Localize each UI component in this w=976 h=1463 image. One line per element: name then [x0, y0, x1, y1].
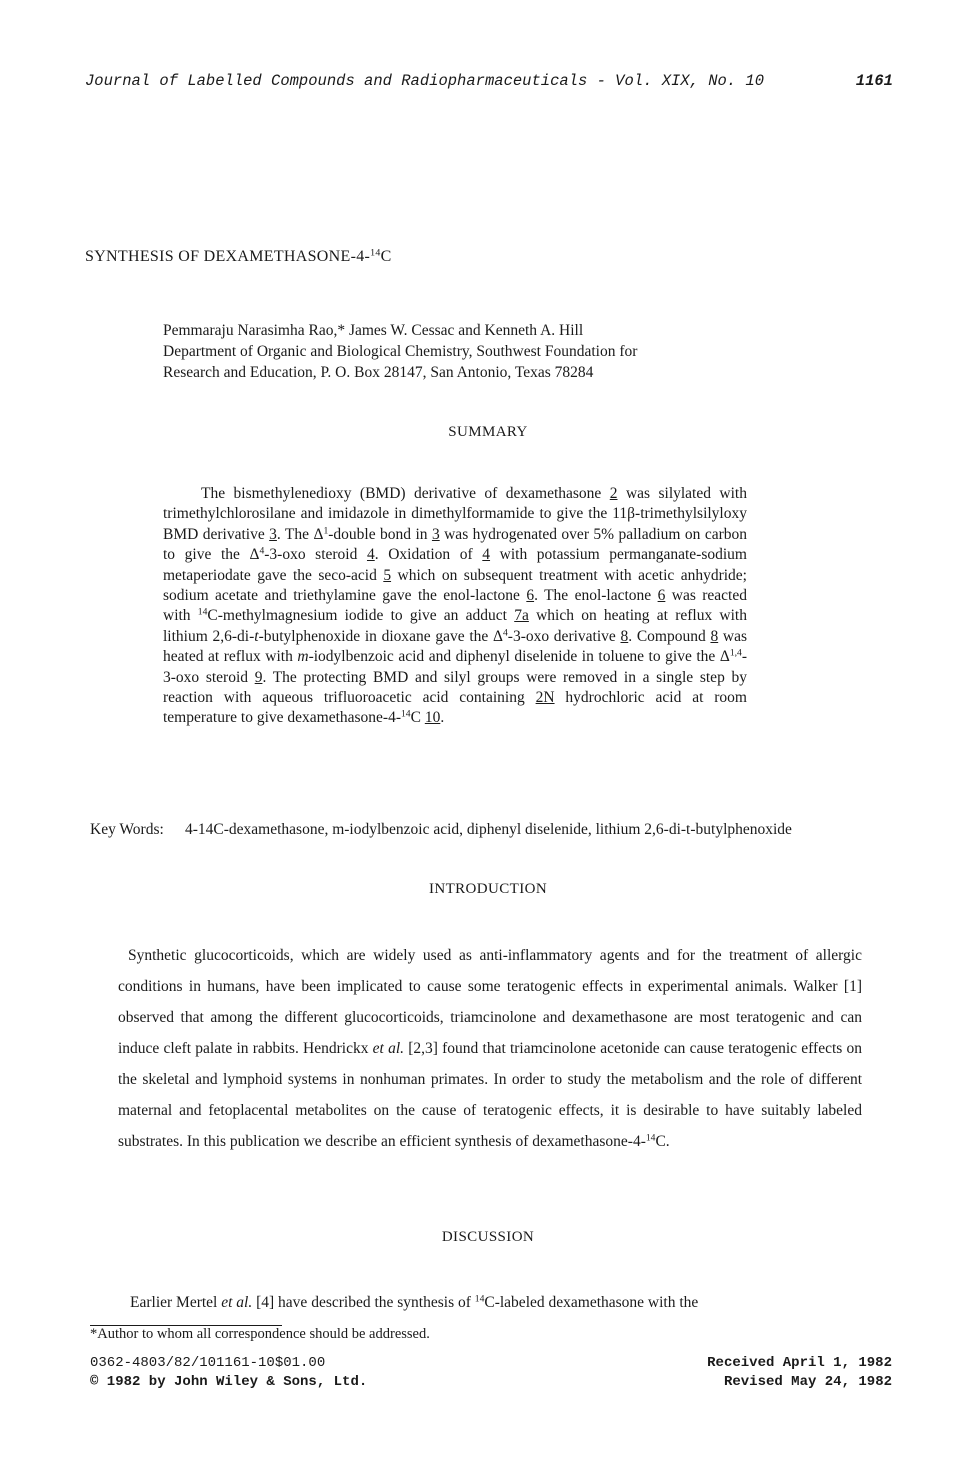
keywords-text: 4-14C-dexamethasone, m-iodylbenzoic acid, diphenyl diselenide, lithium 2,6-di-t-butylphenoxide: [185, 821, 792, 838]
copyright: © 1982 by John Wiley & Sons, Ltd.: [90, 1374, 368, 1390]
affiliation-line-1: Department of Organic and Biological Chemistry, Southwest Foundation for: [163, 343, 638, 360]
author-block: [163, 320, 637, 383]
summary-heading: SUMMARY: [448, 424, 528, 440]
discussion-paragraph: Earlier Mertel et al. [4] have described the synthesis of $^{14}$C-labeled dexamethasone with the: [130, 1293, 699, 1311]
journal-title: Journal of Labelled Compounds and Radiopharmaceuticals - Vol. XIX, No. 10: [85, 72, 765, 90]
imprint-left: [90, 1354, 367, 1392]
page-number: 1161: [855, 72, 893, 90]
imprint-right: [707, 1354, 892, 1392]
footnote: *Author to whom all correspondence should be addressed.: [90, 1326, 430, 1342]
author-names: Pemmaraju Narasimha Rao,* James W. Cessac and Kenneth A. Hill: [163, 322, 584, 339]
introduction-paragraph: Synthetic glucocorticoids, which are widely used as anti-inflammatory agents and for the treatment of allergic conditions in humans, have been implicated to cause some teratogenic effects in experimental animals. Walker [1] observed that among the different glucocorticoids, triamcinolone and dexamethasone are most teratogenic and can induce cleft palate in rabbits. Hendrickx et al. [2,3] found that triamcinolone acetonide can cause teratogenic effects on the skeletal and lymphoid systems in nonhuman primates. In order to study the metabolism and the role of different maternal and fetoplacental metabolites on the cause of teratogenic effects, it is desirable to have suitably labeled substrates. In this publication we describe an efficient synthesis of dexamethasone-4-$^{14}$C.: [118, 947, 863, 1150]
article-code: 0362-4803/82/101161-10$01.00: [90, 1355, 326, 1371]
introduction-heading: INTRODUCTION: [428, 881, 548, 897]
revised-date: Revised May 24, 1982: [723, 1374, 892, 1390]
article-title: SYNTHESIS OF DEXAMETHASONE-4-$^{14}$C: [85, 247, 392, 265]
running-header: [85, 72, 893, 96]
received-date: Received April 1, 1982: [707, 1355, 892, 1371]
affiliation-line-2: Research and Education, P. O. Box 28147, San Antonio, Texas 78284: [163, 364, 594, 381]
summary-paragraph: The bismethylenedioxy (BMD) derivative of dexamethasone 2 was silylated with trimethylchlorosilane and imidazole in dimethylformamide to give the 11β-trimethylsilyloxy BMD derivative 3. The $\Delta^1$-double bond in 3 was hydrogenated over 5% palladium on carbon to give the $\Delta^4-3$-oxo steroid 4. Oxidation of 4 with potassium permanganate-sodium metaperiodate gave the seco-acid 5 which on subsequent treatment with acetic anhydride; sodium acetate and triethylamine gave the enol-lactone 6. The enol-lactone 6 was reacted with $^{14}$C-methylmagnesium iodide to give an adduct 7a which on heating at reflux with lithium 2,6-di-t-butylphenoxide in dioxane gave the $\Delta^4-3$-oxo derivative 8. Compound 8 was heated at reflux with m-iodylbenzoic acid and diphenyl diselenide in toluene to give the Δ$^{1,4}$-3-oxo steroid 9. The protecting BMD and silyl groups were removed in a single step by reaction with aqueous trifluoroacetic acid containing 2N hydrochloric acid at room temperature to give dexamethasone-4-$^{14}$C 10.: [163, 485, 748, 727]
discussion-heading: DISCUSSION: [441, 1229, 535, 1245]
keywords-label: Key Words:: [90, 821, 164, 838]
